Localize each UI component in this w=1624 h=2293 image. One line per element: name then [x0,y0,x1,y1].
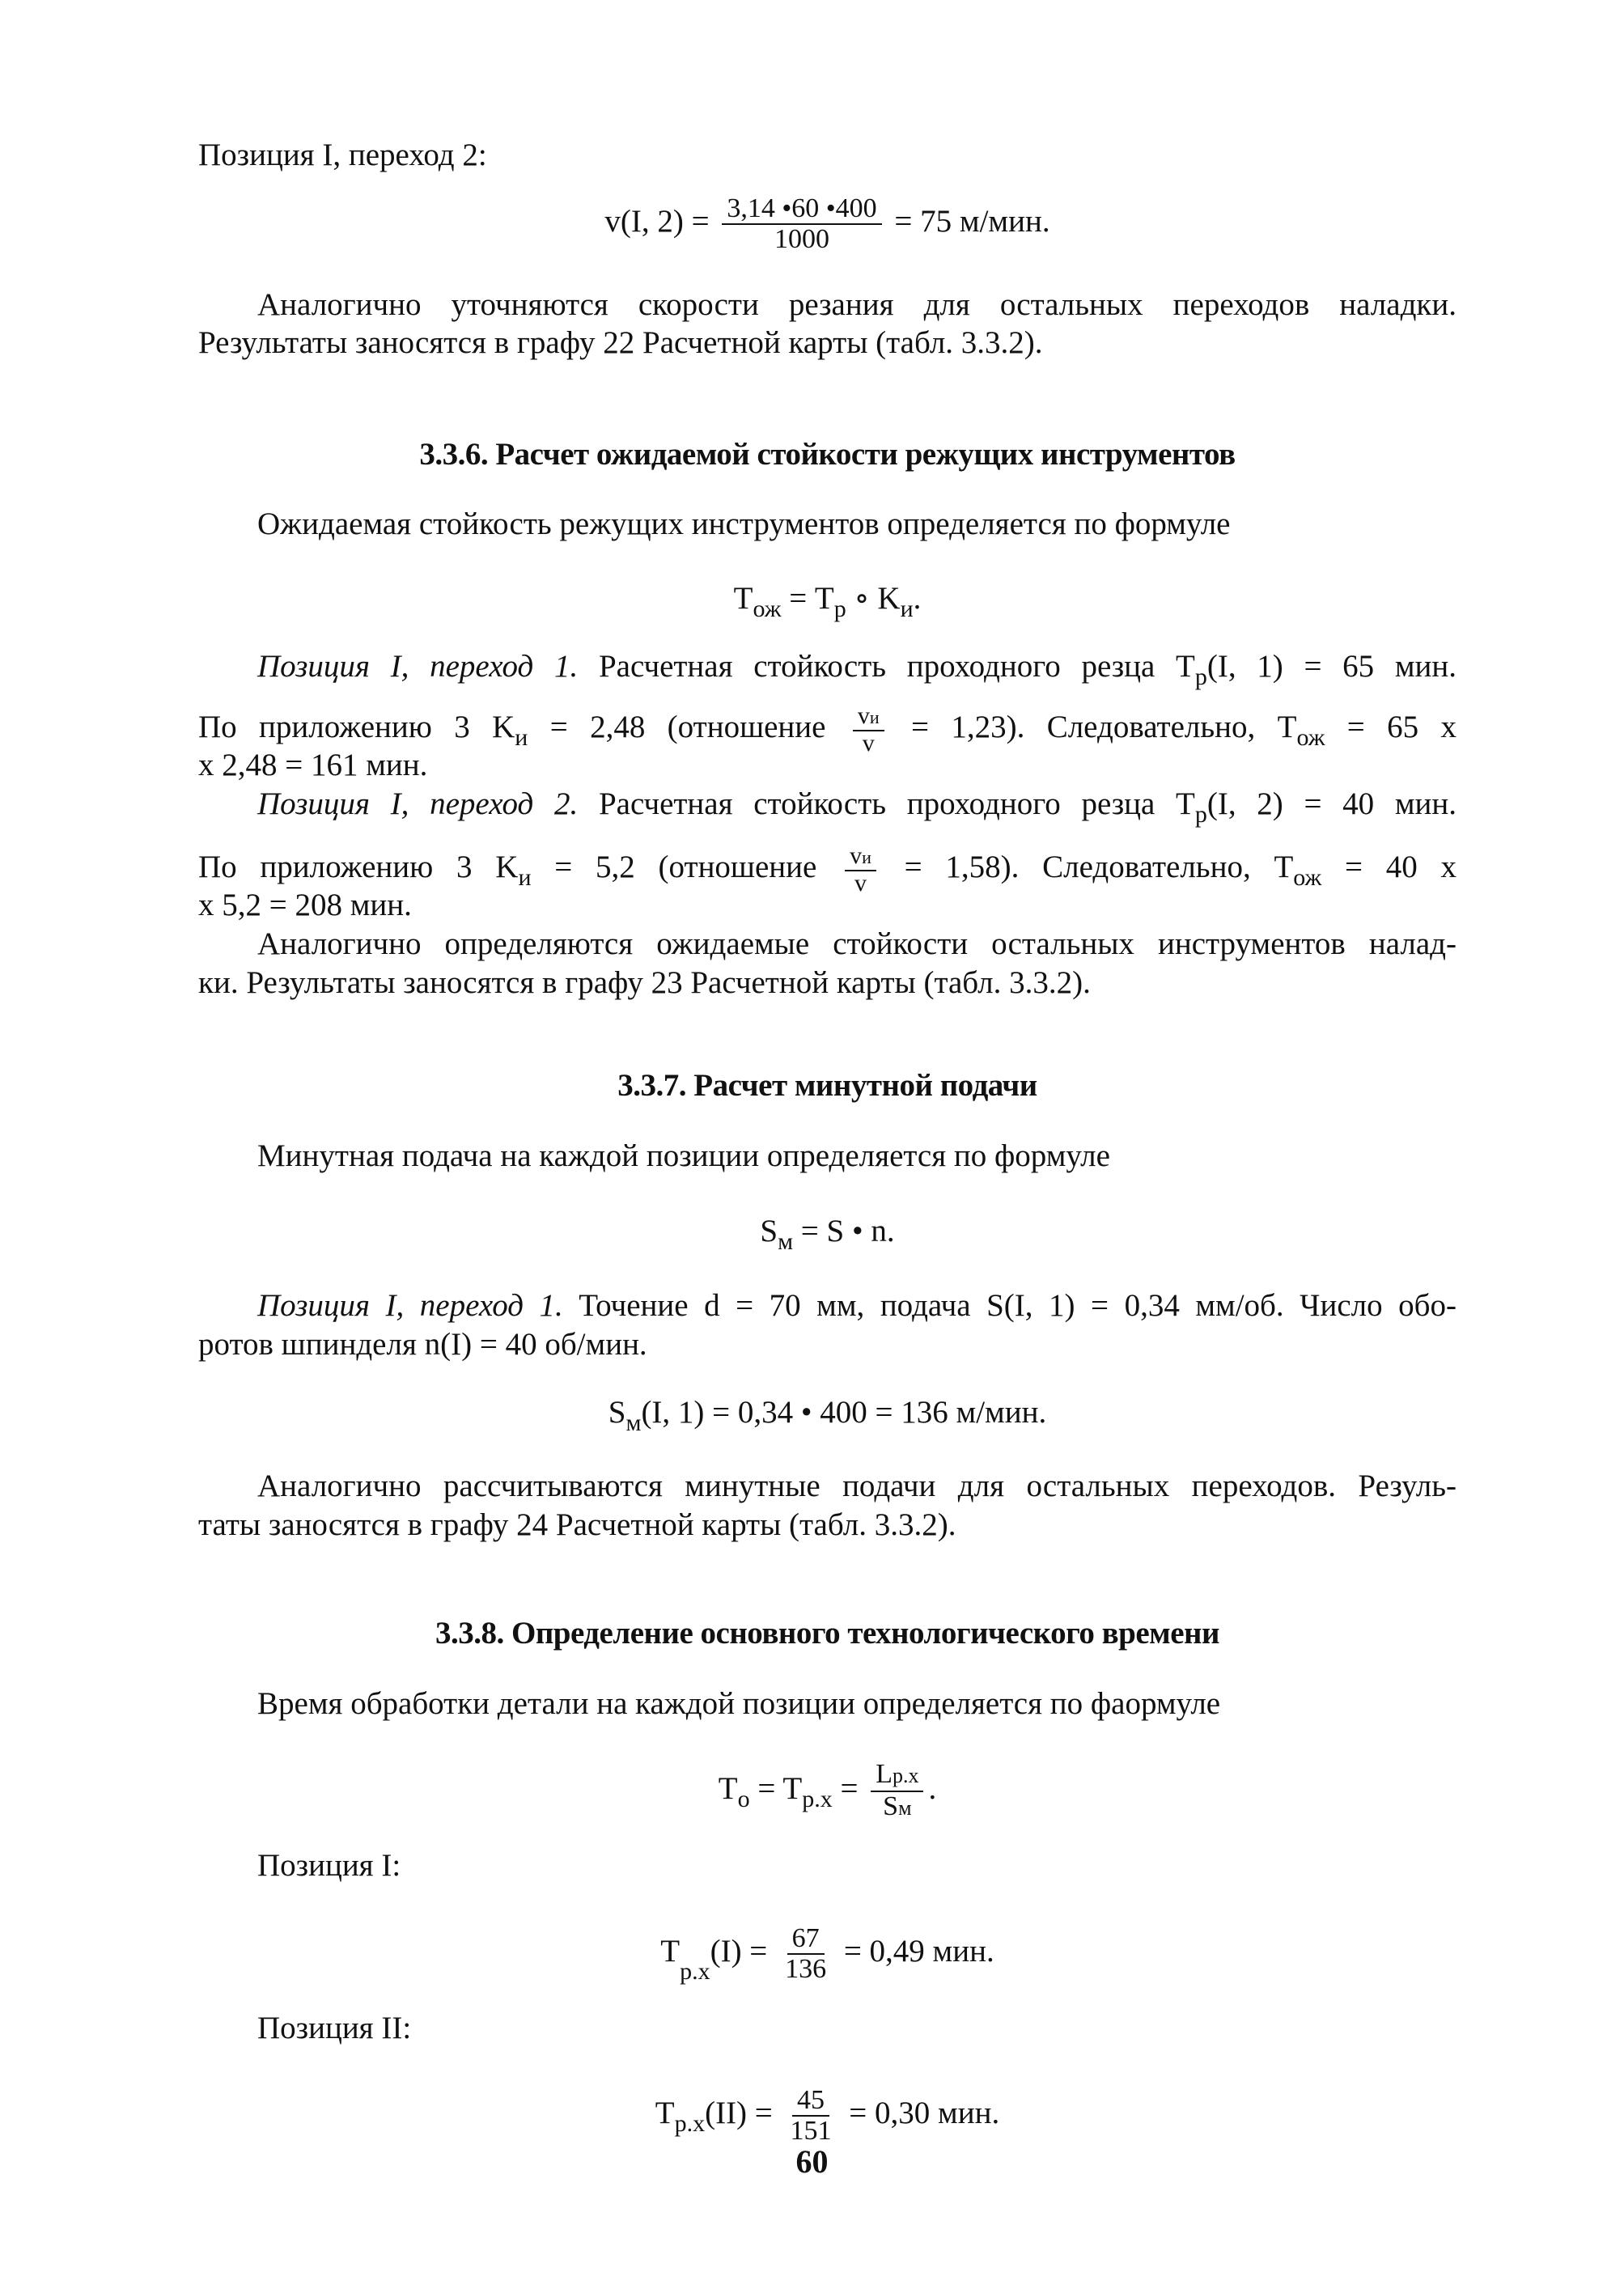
paragraph-line: Аналогично уточняются скорости резания для остальных переходов наладки. [257,287,1457,322]
time-fraction: $\frac{Lp.x}{Sм}$ [871,1760,923,1823]
speed-fraction: $\frac{3,14 •60 •400}{1000}$ [722,194,881,254]
section-heading-3-3-6: 3.3.6. Расчет ожидаемой стойкости режущих инструментов [419,437,1236,472]
feed-formula: $S_м = S$ • n. [760,1214,895,1255]
position-label: Позиция II: [257,2011,412,2045]
paragraph-line: ки. Результаты заносятся в графу 23 Расчетной карты (табл. 3.3.2). [198,965,1091,1000]
paragraph-line: таты заносятся в графу 24 Расчетной карты (табл. 3.3.2). [198,1507,956,1542]
position-label: Позиция I: [257,1848,401,1883]
paragraph-line: Позиция I, переход 2. Расчетная стойкость проходного резца $T_p(I$, 2) = 40 мин. [257,786,1457,828]
feed-calculation: $S_м(I$, 1) = 0,34 • 400 = 136 м/мин. [608,1395,1047,1436]
section-heading-3-3-8: 3.3.8. Определение основного технологического времени [435,1616,1219,1651]
paragraph-line: Минутная подача на каждой позиции определяется по формуле [257,1138,1110,1173]
tool-life-formula: $T_{ож} = T_p$ ∘ $K_и$. [733,581,922,622]
paragraph-line: Позиция I, переход 1. Точение d = 70 мм, подача S(I, 1) = 0,34 мм/об. Число обо- [257,1288,1457,1323]
paragraph-line: По приложению 3 $K_и = 5,2$ (отношение $\frac{vи}{v}$ = 1,58). Следовательно, $T_{ож} = 40$ х [198,842,1457,896]
paragraph-line: х 5,2 = 208 мин. [198,888,412,922]
paragraph-line: х 2,48 = 161 мин. [198,748,428,782]
ratio-fraction: $\frac{vи}{v}$ [845,844,876,896]
paragraph-line: Время обработки детали на каждой позиции определяется по фаормуле [257,1686,1221,1721]
paragraph-line: Ожидаемая стойкость режущих инструментов определяется по формуле [257,506,1231,541]
time-fraction: $\frac{45}{151}$ [790,2085,832,2146]
section-heading-3-3-7: 3.3.7. Расчет минутной подачи [617,1068,1037,1103]
paragraph-line: Результаты заносятся в графу 22 Расчетной карты (табл. 3.3.2). [198,325,1043,360]
time-calculation-1: $T_{p.x}(I)$ = $\frac{67}{136}$ = 0,49 мин. [660,1923,994,1985]
paragraph-line: Аналогично определяются ожидаемые стойкости остальных инструментов налад- [257,926,1457,961]
speed-formula: v(I, 2) = $\frac{3,14 •60 •400}{1000}$ = 75 м/мин. [604,193,1050,254]
paragraph-line: Аналогично рассчитываются минутные подачи для остальных переходов. Резуль- [257,1469,1457,1503]
time-formula: $T_o = T_{p.x}$ = $\frac{Lp.x}{Sм}$ . [718,1759,937,1821]
paragraph-line: ротов шпинделя n(I) = 40 об/мин. [198,1327,647,1362]
time-fraction: $\frac{67}{136}$ [785,1923,827,1984]
position-heading: Позиция I, переход 2: [198,138,487,172]
paragraph-line: По приложению 3 $K_и = 2,48$ (отношение $\frac{vи}{v}$ = 1,23). Следовательно, $T_{ож} = 65$ х [198,702,1457,757]
ratio-fraction: $\frac{vи}{v}$ [853,704,884,756]
paragraph-line: Позиция I, переход 1. Расчетная стойкость проходного резца $T_p(I$, 1) = 65 мин. [257,649,1457,690]
page-number: 60 [795,2143,829,2180]
time-calculation-2: $T_{p.x}(II)$ = $\frac{45}{151}$ = 0,30 мин. [655,2085,1000,2146]
